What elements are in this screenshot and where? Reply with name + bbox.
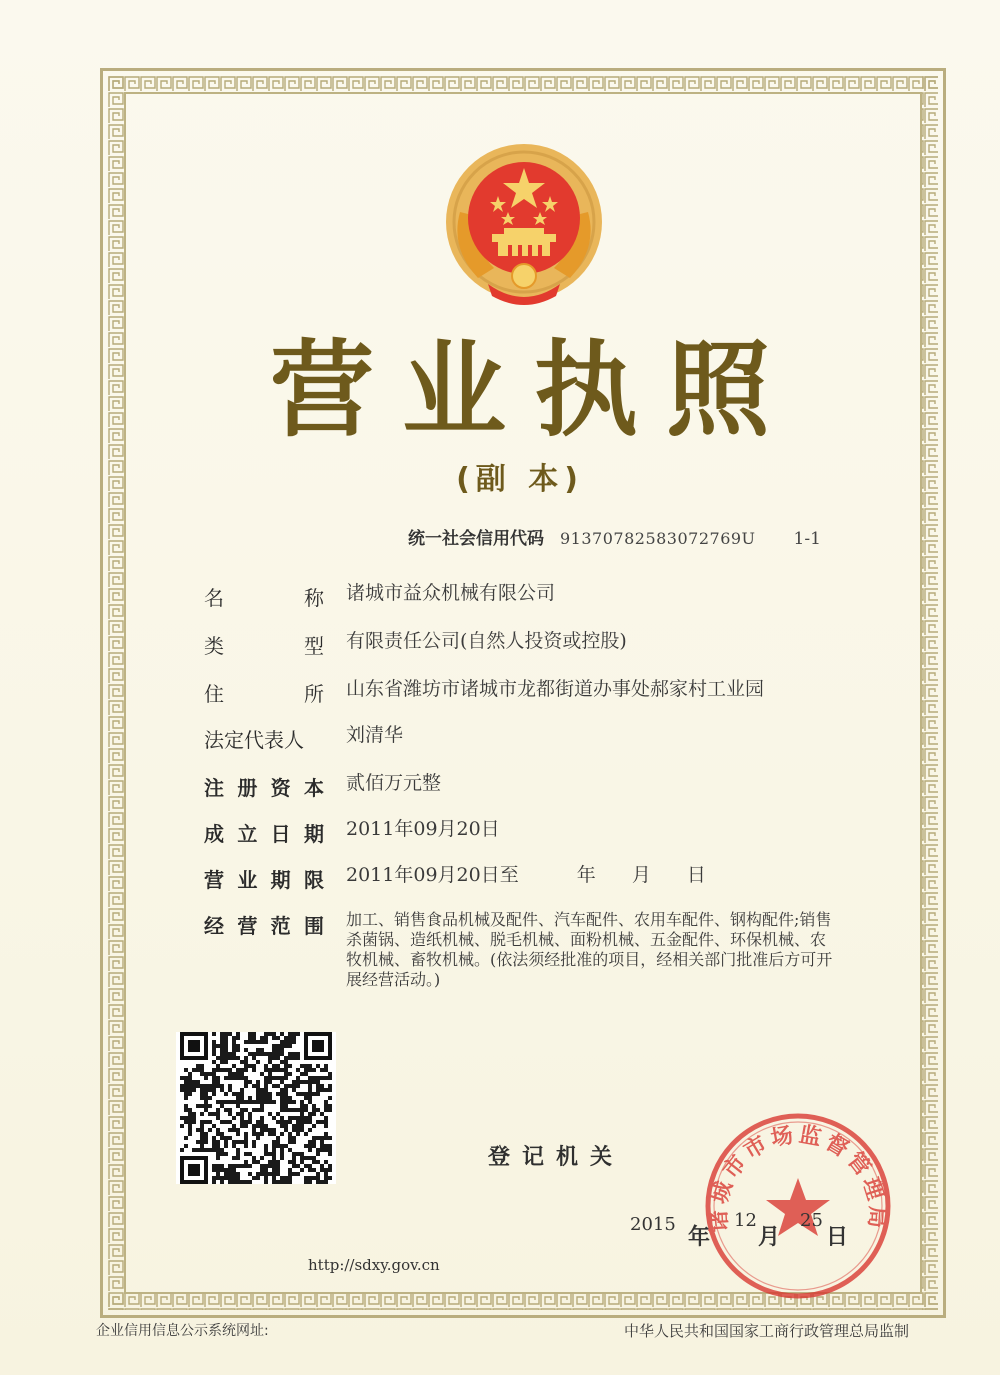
field-address <box>204 678 844 707</box>
issue-month-unit: 月 <box>758 1225 781 1250</box>
label-char: 业 <box>237 868 258 892</box>
term-year-blank: 年 <box>576 864 596 886</box>
label-char: 住 <box>204 682 224 706</box>
label-char: 成 <box>204 822 224 846</box>
label-char: 资 <box>270 776 291 800</box>
copy-number: 1-1 <box>793 529 821 549</box>
title-char: 业 <box>401 329 506 451</box>
established-date: 2011年09月20日 <box>346 818 500 840</box>
company-address: 山东省潍坊市诸城市龙都街道办事处郝家村工业园 <box>346 678 765 700</box>
field-label <box>204 864 324 893</box>
title-char: 照 <box>665 329 770 451</box>
credit-code-row <box>408 524 821 552</box>
label-char: 围 <box>303 914 324 938</box>
field-capital <box>204 772 844 801</box>
label-char: 营 <box>204 868 224 892</box>
term-start: 2011年09月20日至 <box>346 864 519 886</box>
label-char: 经 <box>204 914 224 938</box>
label-char: 称 <box>304 586 324 610</box>
field-type <box>204 630 844 659</box>
label-char: 注 <box>204 776 224 800</box>
label-char: 限 <box>303 868 324 892</box>
term-day-blank: 日 <box>686 864 706 886</box>
label-char: 范 <box>270 914 291 938</box>
field-label <box>204 630 324 659</box>
field-legal-rep <box>204 724 844 753</box>
label-char: 表 <box>264 728 284 752</box>
label-char: 日 <box>270 822 291 846</box>
company-type: 有限责任公司(自然人投资或控股) <box>346 630 627 652</box>
national-emblem-icon <box>438 138 610 310</box>
label-char: 法 <box>204 728 224 752</box>
qr-code <box>176 1032 336 1184</box>
issue-month: 12 <box>734 1210 757 1231</box>
field-label <box>204 678 324 707</box>
label-char: 册 <box>237 776 258 800</box>
field-label <box>204 910 324 990</box>
label-char: 所 <box>304 682 324 706</box>
registration-authority-label: 登记机关 <box>488 1145 625 1170</box>
label-char: 营 <box>237 914 258 938</box>
issue-year-unit: 年 <box>688 1225 711 1250</box>
credit-code-value: 91370782583072769U <box>560 529 756 548</box>
field-name <box>204 582 844 611</box>
seal-text: 诸城市市场监督管理局 <box>706 1122 890 1233</box>
registered-capital: 贰佰万元整 <box>346 772 442 794</box>
label-char: 定 <box>224 728 244 752</box>
page-title <box>260 330 780 450</box>
label-char: 期 <box>270 868 291 892</box>
field-label <box>204 772 324 801</box>
legal-representative: 刘清华 <box>346 724 404 746</box>
issue-day: 25 <box>800 1210 823 1231</box>
field-established <box>204 818 844 847</box>
label-char: 本 <box>303 776 324 800</box>
field-label <box>204 582 324 611</box>
field-term <box>204 864 844 893</box>
field-label <box>204 724 324 753</box>
official-seal <box>700 1108 896 1304</box>
term-month-blank: 月 <box>631 864 651 886</box>
issue-date <box>630 1210 890 1250</box>
issue-day-unit: 日 <box>826 1225 849 1250</box>
label-char: 期 <box>303 822 324 846</box>
credit-code-label: 统一社会信用代码 <box>408 529 544 549</box>
label-char: 名 <box>204 586 224 610</box>
business-term <box>346 864 836 893</box>
footer-right: 中华人民共和国国家工商行政管理总局监制 <box>624 1322 910 1340</box>
label-char: 类 <box>204 634 224 658</box>
title-char: 执 <box>533 329 638 451</box>
issue-year: 2015 <box>630 1214 676 1235</box>
label-char: 立 <box>237 822 258 846</box>
subtitle: (副 本) <box>456 462 584 497</box>
company-name: 诸城市益众机械有限公司 <box>346 582 556 604</box>
footer-left: 企业信用信息公示系统网址: <box>96 1323 269 1339</box>
label-char: 代 <box>244 728 264 752</box>
field-scope <box>204 910 844 990</box>
business-scope: 加工、销售食品机械及配件、汽车配件、农用车配件、钢构配件;销售杀菌锅、造纸机械、脱毛机械、面粉机械、五金配件、环保机械、农牧机械、畜牧机械。(依法须经批准的项目，经相关部门批准后方可开展经营活动。) <box>346 910 833 989</box>
field-label <box>204 818 324 847</box>
gov-url[interactable]: http://sdxy.gov.cn <box>308 1256 440 1274</box>
title-char: 营 <box>269 329 374 451</box>
label-char: 人 <box>284 728 304 752</box>
label-char: 型 <box>304 634 324 658</box>
